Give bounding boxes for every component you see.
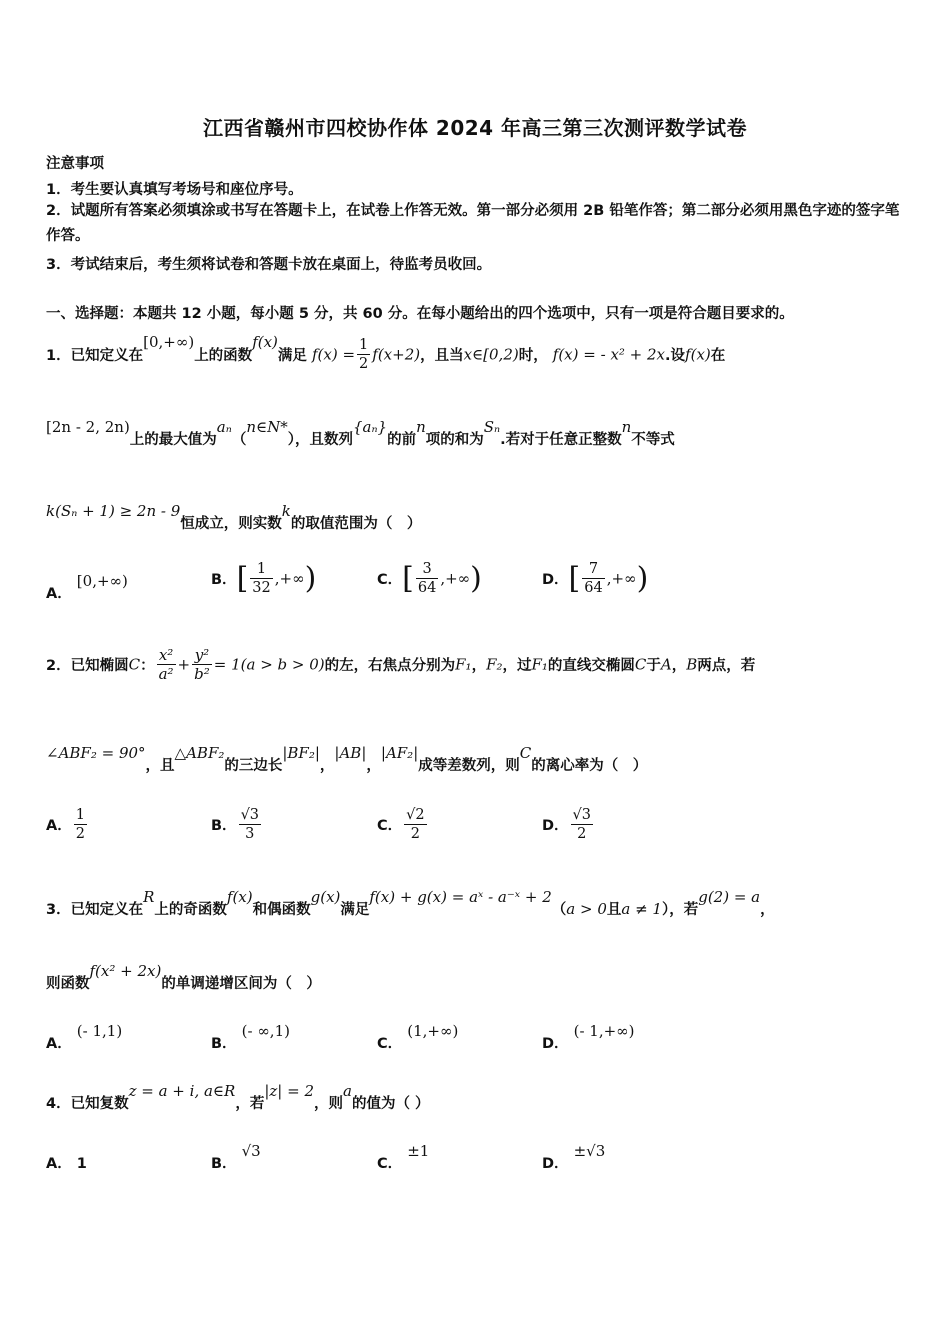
q1-text: 恒成立，则实数 [180,516,282,532]
left-bracket: [ [568,561,581,596]
q2-text: 的三边长 [224,758,283,774]
q1-text: 上的最大值为 [129,432,217,448]
numerator: y² [192,646,212,665]
option-label: A． [46,1036,72,1052]
option-value: (1,+∞) [407,1022,459,1040]
q2-math: △ABF₂ [174,744,225,762]
q2-math: ∠ABF₂ = 90° [46,744,146,762]
q2-option-a[interactable] [46,806,89,843]
q2-text: 的离心率为（ ） [531,758,648,774]
q1-math: f(x) [252,332,278,351]
q3-option-b[interactable] [211,1022,290,1053]
q1-math: k(Sₙ + 1) ≥ 2n - 9 [46,502,181,520]
q1-option-b[interactable] [211,560,316,597]
question-3-line-1 [46,888,775,919]
q2-text: ， [366,758,381,774]
q3-math: g(2) = a [698,888,761,906]
page-title: 江西省赣州市四校协作体 2024 年高三第三次测评数学试卷 [202,116,748,140]
q1-text: 项的和为 [425,432,484,448]
option-label: A． [46,586,72,602]
denominator: 3 [245,826,255,842]
q1-text: 的前 [387,432,417,448]
option-label: D． [542,572,569,588]
option-label: B． [211,1156,237,1172]
denominator: 2 [410,826,420,842]
q3-math: f(x² + 2x) [89,962,162,980]
q1-math: k [281,502,291,520]
q2-math: F₁ [455,655,472,674]
notice-item-1: 1．考生要认真填写考场号和座位序号。 [46,182,303,198]
q1-math: n [416,418,426,436]
q1-option-d[interactable] [542,560,648,597]
numerator: 3 [416,560,438,579]
option-value: √3 [241,1142,261,1160]
option-label: C． [377,1156,403,1172]
q1-text: 上的函数 [194,348,253,364]
q3-option-c[interactable] [377,1022,459,1053]
option-value: (- 1,+∞) [573,1022,635,1040]
q4-option-c[interactable] [377,1142,430,1173]
q1-math: f(x) [685,345,711,364]
q1-math: Sₙ [483,418,501,436]
denominator: 64 [417,580,437,596]
numerator: 7 [582,560,604,579]
option-fraction [404,806,426,843]
option-value: [0,+∞) [76,572,128,590]
q2-text: 于 [646,658,661,674]
q1-text: 的取值范围为（ ） [290,516,422,532]
option-tail: ,+∞ [440,569,471,588]
q3-text: 的单调递增区间为（ ） [161,976,321,992]
numerator: 1 [250,560,272,579]
question-3-line-2 [46,962,321,993]
option-value: ±1 [407,1142,430,1160]
option-label: B． [211,572,237,588]
q1-text: .设 [665,348,686,364]
denominator: 64 [584,580,603,596]
plus-sign: + [177,655,191,674]
option-tail: ,+∞ [606,569,637,588]
option-label: D． [542,1036,569,1052]
q2-option-b[interactable] [211,806,263,843]
numerator: 1 [359,337,369,353]
option-value: (- ∞,1) [241,1022,290,1040]
q1-fraction [357,336,370,373]
q2-text: ， [319,758,335,774]
q2-text: 2．已知椭圆 [46,658,129,674]
option-label: C． [377,1036,403,1052]
q4-option-b[interactable] [211,1142,261,1173]
q1-text: 在 [710,348,726,364]
q3-text: ），若 [661,902,699,918]
right-paren: ) [470,561,482,596]
q2-text: 成等差数列，则 [418,758,520,774]
q2-math: B [686,655,698,674]
q1-math: n [621,418,632,436]
notice-heading: 注意事项 [46,156,104,172]
q2-text: ，过 [502,658,532,674]
right-paren: ) [636,561,649,596]
numerator: √2 [406,807,425,823]
q2-math: C [128,655,141,674]
q4-text: ，若 [235,1096,265,1112]
numerator: 1 [75,807,85,823]
question-2-line-2 [46,744,648,775]
left-bracket: [ [236,561,249,596]
option-value: (- 1,1) [76,1022,123,1040]
q2-math: = 1(a > b > 0) [213,655,325,674]
q3-text: 和偶函数 [252,902,311,918]
q2-math: F₂ [486,655,503,674]
q1-text: .若对于任意正整数 [500,432,622,448]
q3-math: f(x) + g(x) = aˣ - a⁻ˣ + 2 [369,888,552,906]
q2-fraction-y [192,646,212,683]
q3-text: 满足 [340,902,370,918]
option-fraction [250,560,272,597]
denominator: 2 [359,356,369,372]
option-fraction [582,560,604,597]
q1-math: f(x) = [311,345,356,364]
q3-option-d[interactable] [542,1022,635,1053]
q3-math: f(x) [226,888,253,906]
q1-math: n∈N* [246,418,288,436]
notice-item-3: 3．考试结束后，考生须将试卷和答题卡放在桌面上，待监考员收回。 [46,257,492,273]
q4-text: 4．已知复数 [46,1096,129,1112]
q2-text: ，且 [145,758,175,774]
q1-math: aₙ [216,418,232,436]
left-bracket: [ [402,561,414,596]
q1-option-a[interactable] [46,572,128,603]
option-label: A． [46,1156,72,1172]
q2-text: ， [471,658,487,674]
q1-text: 不等式 [631,432,675,448]
q4-math: |z| = 2 [264,1082,314,1100]
q1-option-c[interactable] [377,560,482,597]
q2-text: 的直线交椭圆 [547,658,635,674]
q2-math: F₁ [531,655,548,674]
q1-math: f(x+2) [372,345,421,364]
option-label: B． [211,818,237,834]
right-paren: ) [304,561,317,596]
numerator: x² [157,646,176,665]
option-label: D． [542,1156,569,1172]
q1-text: 满足 [277,348,307,364]
option-fraction [74,806,87,843]
q3-text: ， [760,902,775,918]
q2-math: |BF₂| [282,744,320,762]
question-2-line-1 [46,646,755,683]
denominator: b² [194,665,210,683]
q2-math: A [660,655,672,674]
q1-text: ，且当 [420,348,464,364]
q1-text: （ [231,432,247,448]
section-heading: 一、选择题：本题共 12 小题，每小题 5 分，共 60 分。在每小题给出的四个选项中，只有一项是符合题目要求的。 [46,306,794,322]
denominator: a² [158,665,174,683]
q1-math: [0,+∞) [143,332,195,351]
question-1-line-3 [46,502,422,533]
question-1-line-2 [46,418,675,449]
option-label: C． [377,572,403,588]
option-label: C． [377,818,403,834]
q3-text: 则函数 [46,976,90,992]
denominator: 32 [252,580,271,596]
option-fraction [239,806,261,843]
q1-text: 时， [518,348,548,364]
denominator: 2 [75,826,85,842]
q2-fraction-x [157,646,176,683]
q1-math: [2n - 2, 2n) [46,418,130,436]
q1-math: {aₙ} [352,418,388,436]
q3-text: （ [551,902,567,918]
q3-text: 且 [606,902,622,918]
q1-math: f(x) = - x² + 2x [552,345,666,364]
q2-text: 的左，右焦点分别为 [324,658,456,674]
q2-text: ， [671,658,687,674]
notice-item-2: 2．试题所有答案必须填涂或书写在答题卡上，在试卷上作答无效。第一部分必须用 2B 铅笔作答；第二部分必须用黑色字迹的签字笔作答。 [46,203,900,244]
q3-text: 上的奇函数 [154,902,227,918]
q1-math: x∈[0,2) [463,345,519,364]
q3-math: a > 0 [566,900,607,918]
q4-option-d[interactable] [542,1142,606,1173]
option-value: 1 [76,1156,87,1172]
option-label: B． [211,1036,237,1052]
q2-math: C [634,655,647,674]
q2-math: C [519,744,532,762]
q2-option-d[interactable] [542,806,595,843]
q3-math: g(x) [310,888,341,906]
q2-option-c[interactable] [377,806,429,843]
option-value: ±√3 [573,1142,606,1160]
option-fraction [571,806,593,843]
q3-text: 3．已知定义在 [46,902,144,918]
q4-math: z = a + i, a∈R [128,1082,236,1100]
q4-text: 的值为（ ） [351,1096,430,1112]
q3-option-a[interactable] [46,1022,123,1053]
option-tail: ,+∞ [274,569,305,588]
q4-text: ，则 [314,1096,343,1112]
q2-math: |AB| [334,744,367,762]
q2-text: ： [140,658,155,674]
question-4 [46,1082,430,1113]
numerator: √3 [240,807,260,823]
q2-text: 两点，若 [697,658,756,674]
option-label: A． [46,818,72,834]
denominator: 2 [577,826,587,842]
q2-math: |AF₂| [380,744,419,762]
q1-text: ），且数列 [287,432,353,448]
q4-option-a[interactable] [46,1152,87,1173]
q3-math: a ≠ 1 [621,900,662,918]
question-1-line-1 [46,332,726,373]
q4-math: a [343,1082,352,1100]
q3-math: R [143,888,155,906]
q1-text: 1．已知定义在 [46,348,144,364]
option-label: D． [542,818,569,834]
option-fraction [416,560,438,597]
numerator: √3 [572,807,592,823]
